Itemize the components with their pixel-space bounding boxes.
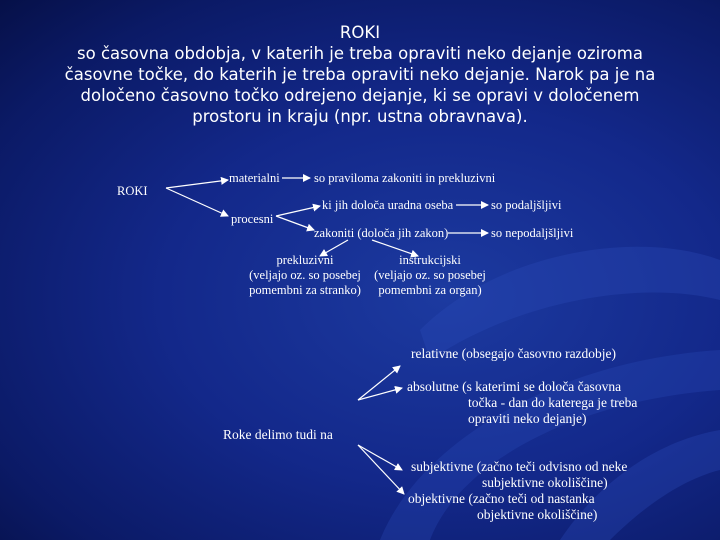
node-objektivne bbox=[408, 491, 597, 523]
subjektivne-line-2: subjektivne okoliščine) bbox=[482, 475, 608, 490]
node-prekluzivni bbox=[240, 253, 370, 298]
node-absolutne bbox=[407, 379, 637, 427]
prekluzivni-line-3: pomembni za stranko) bbox=[249, 283, 361, 297]
node-roke-delimo: Roke delimo tudi na bbox=[223, 427, 333, 442]
prekluzivni-line-2: (veljajo oz. so posebej bbox=[249, 268, 361, 282]
node-zakoniti: zakoniti (določa jih zakon) bbox=[314, 226, 449, 240]
definition-line-3: določeno časovno točko odrejeno dejanje, ki se opravi v določenem bbox=[80, 86, 640, 105]
node-roki: ROKI bbox=[117, 184, 148, 198]
header-text-block bbox=[10, 22, 710, 127]
node-relativne: relativne (obsegajo časovno razdobje) bbox=[411, 346, 617, 361]
node-instrukcijski bbox=[368, 253, 492, 298]
node-subjektivne bbox=[411, 459, 627, 491]
definition-line-1: so časovna obdobja, v katerih je treba opraviti neko dejanje oziroma bbox=[77, 44, 643, 63]
prekluzivni-title: prekluzivni bbox=[276, 253, 334, 267]
absolutne-line-2: točka - dan do katerega je treba bbox=[468, 395, 638, 410]
objektivne-line-1: objektivne (začno teči od nastanka bbox=[408, 491, 595, 506]
instrukcijski-line-2: (veljajo oz. so posebej bbox=[374, 268, 486, 282]
node-materialni: materialni bbox=[229, 171, 280, 185]
node-procesni: procesni bbox=[231, 212, 274, 226]
node-nepodaljsljivi: so nepodaljšljivi bbox=[491, 226, 574, 240]
subjektivne-line-1: subjektivne (začno teči odvisno od neke bbox=[411, 459, 628, 474]
instrukcijski-line-3: pomembni za organ) bbox=[378, 283, 482, 297]
absolutne-line-1: absolutne (s katerimi se določa časovna bbox=[407, 379, 622, 394]
definition-line-4: prostoru in kraju (npr. ustna obravnava). bbox=[192, 107, 528, 126]
objektivne-line-2: objektivne okoliščine) bbox=[477, 507, 598, 522]
node-uradna-oseba: ki jih določa uradna oseba bbox=[322, 198, 454, 212]
absolutne-line-3: opraviti neko dejanje) bbox=[468, 411, 587, 426]
instrukcijski-title: instrukcijski bbox=[399, 253, 461, 267]
node-podaljsljivi: so podaljšljivi bbox=[491, 198, 562, 212]
definition-line-2: časovne točke, do katerih je treba opraviti neko dejanje. Narok pa je na bbox=[64, 65, 656, 84]
node-materialni-desc: so praviloma zakoniti in prekluzivni bbox=[314, 171, 496, 185]
page-title: ROKI bbox=[339, 23, 381, 42]
